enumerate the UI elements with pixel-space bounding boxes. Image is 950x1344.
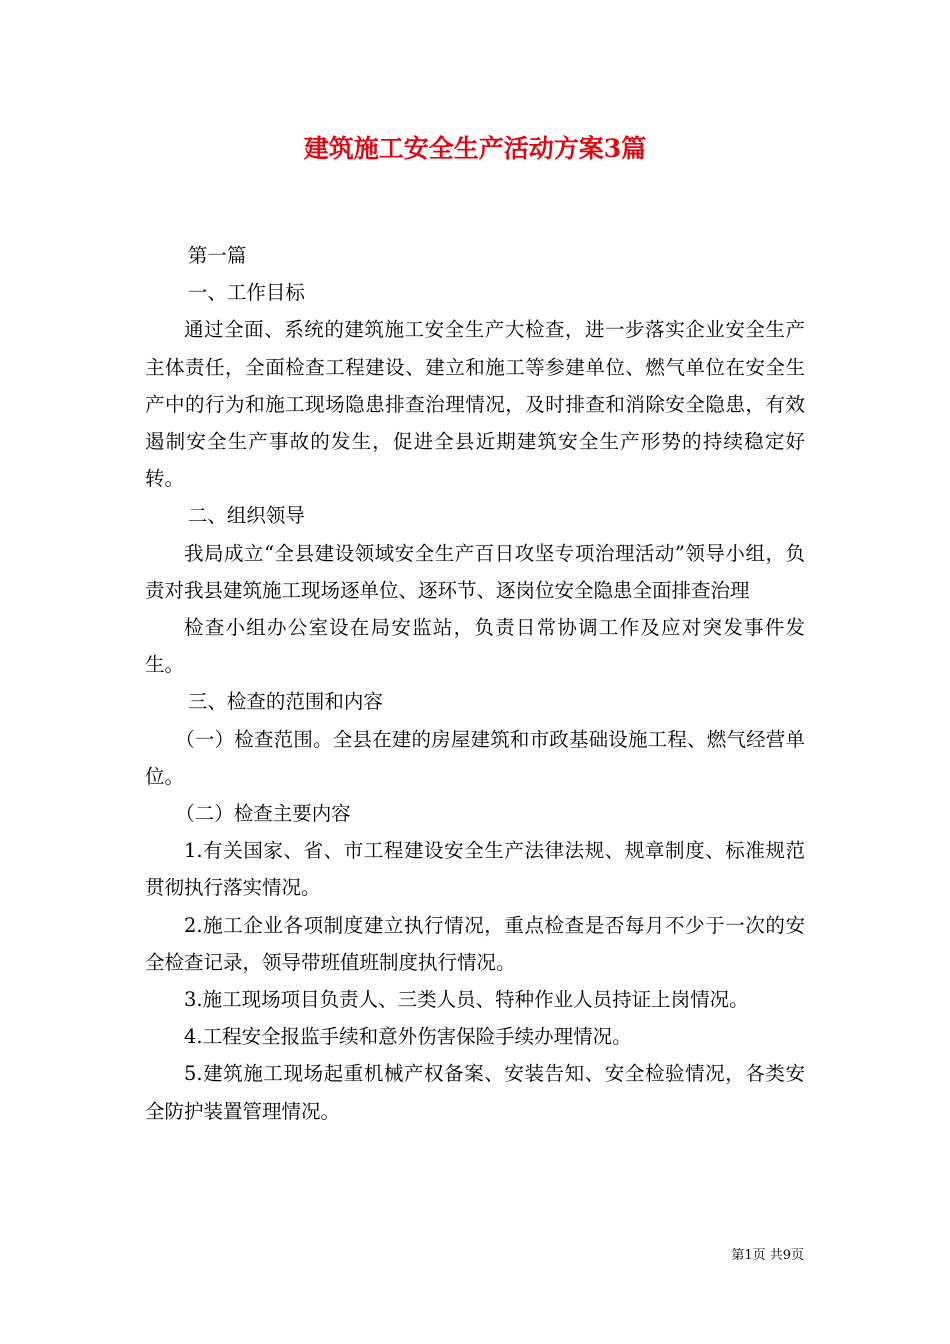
section-heading: （二）检查主要内容 (175, 802, 351, 826)
document-title: 建筑施工安全生产活动方案3篇 (303, 134, 647, 163)
list-item: 3.施工现场项目负责人、三类人员、特种作业人员持证上岗情况。 (184, 988, 749, 1012)
section-heading: 第一篇 (187, 244, 247, 267)
paragraph: 我局成立“全县建设领域安全生产百日攻坚专项治理活动”领导小组，负责对我县建筑施工现场逐单位、逐环节、逐岗位安全隐患全面排查治理 (145, 541, 805, 602)
list-item: 2.施工企业各项制度建立执行情况，重点检查是否每月不少于一次的安全检查记录，领导带班值班制度执行情况。 (145, 913, 805, 974)
list-item: 5.建筑施工现场起重机械产权备案、安装告知、安全检验情况，各类安全防护装置管理情况。 (145, 1062, 805, 1123)
list-item: 4.工程安全报监手续和意外伤害保险手续办理情况。 (184, 1025, 632, 1049)
paragraph: 检查小组办公室设在局安监站，负责日常协调工作及应对突发事件发生。 (145, 616, 805, 677)
paragraph: 通过全面、系统的建筑施工安全生产大检查，进一步落实企业安全生产主体责任，全面检查工程建设、建立和施工等参建单位、燃气单位在安全生产中的行为和施工现场隐患排查治理情况，及时排查和消除安全隐患，有效遏制安全生产事故的发生，促进全县近期建筑安全生产形势的持续稳定好转。 (145, 318, 805, 491)
paragraph: （一）检查范围。全县在建的房屋建筑和市政基础设施工程、燃气经营单位。 (145, 727, 805, 788)
section-heading: 一、工作目标 (187, 281, 305, 305)
page-number: 第1页 共9页 (731, 1248, 804, 1263)
section-heading: 三、检查的范围和内容 (187, 690, 383, 714)
document-body (145, 237, 805, 1130)
list-item: 1.有关国家、省、市工程建设安全生产法律法规、规章制度、标准规范贯彻执行落实情况。 (145, 839, 805, 900)
section-heading: 二、组织领导 (187, 504, 305, 528)
